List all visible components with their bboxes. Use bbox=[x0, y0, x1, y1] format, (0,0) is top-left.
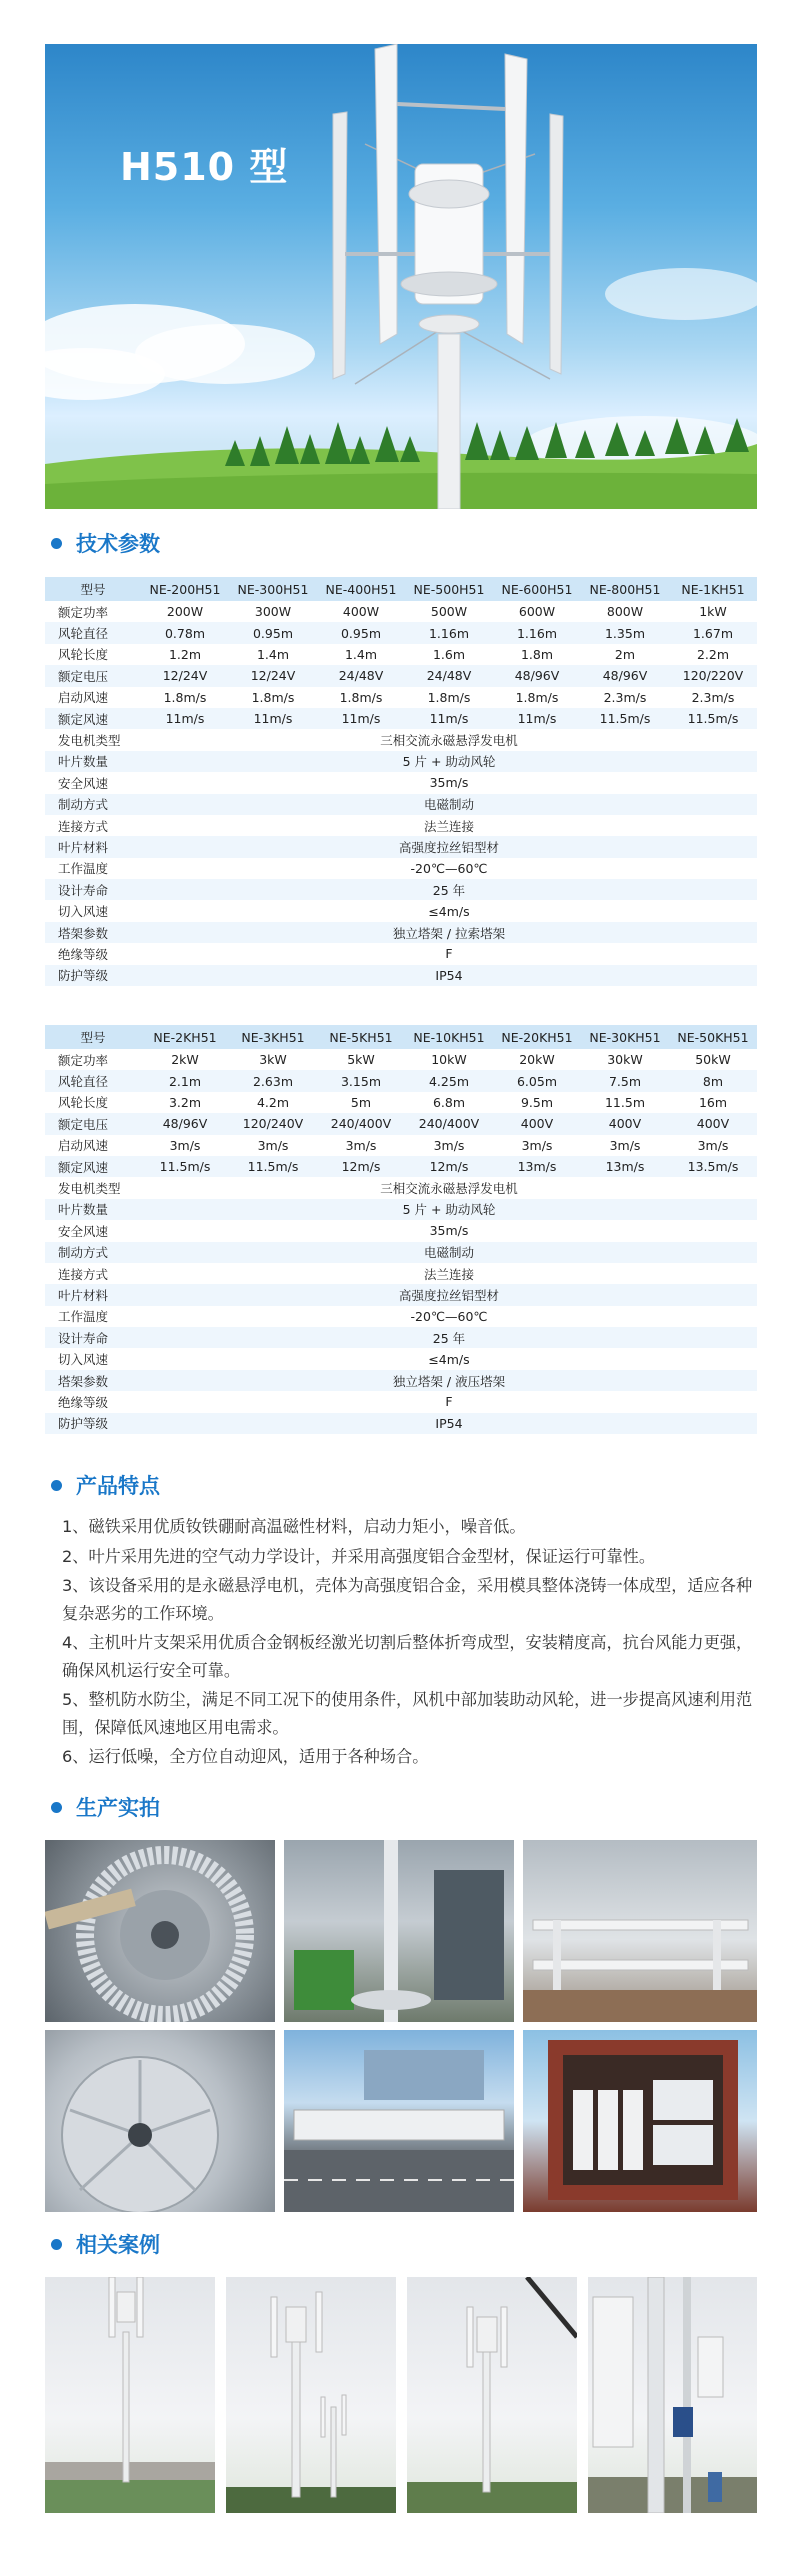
value-cell: 30kW bbox=[607, 1052, 643, 1068]
feature-item: 2、叶片采用先进的空气动力学设计，并采用高强度铝合金型材，保证运行可靠性。 bbox=[62, 1546, 656, 1566]
bullet-dot-icon bbox=[51, 1802, 62, 1813]
row-label: 塔架参数 bbox=[45, 1370, 141, 1391]
section-header-production bbox=[45, 1792, 160, 1822]
value-cell: 50kW bbox=[695, 1052, 731, 1068]
row-label: 叶片材料 bbox=[45, 1284, 141, 1305]
header-cell-model-name: NE-3KH51 bbox=[229, 1025, 317, 1049]
bullet-dot-icon bbox=[51, 538, 62, 549]
header-cell-model: 型号 bbox=[45, 577, 141, 601]
value-cell: 20kW bbox=[519, 1052, 555, 1068]
row-label: 启动风速 bbox=[58, 690, 109, 706]
table-row bbox=[45, 815, 757, 836]
section-header-features bbox=[45, 1470, 160, 1500]
row-label: 防护等级 bbox=[45, 965, 141, 986]
value-cell: 1.8m/s bbox=[515, 689, 559, 705]
section-title: 产品特点 bbox=[76, 1474, 160, 1498]
table-row bbox=[45, 687, 757, 708]
value-cell: 1.6m bbox=[432, 646, 466, 662]
feature-list bbox=[62, 1513, 762, 1773]
row-label: 安全风速 bbox=[58, 1223, 109, 1239]
production-photo-stator bbox=[45, 1840, 275, 2022]
production-photo-transport bbox=[284, 2030, 514, 2212]
value-cell: 400V bbox=[493, 1113, 581, 1134]
merged-value-cell: 法兰连接 bbox=[423, 818, 474, 834]
table-row bbox=[45, 1177, 757, 1198]
value-cell: 2.3m/s bbox=[603, 689, 647, 705]
table-row bbox=[45, 794, 757, 815]
value-cell: 3m/s bbox=[433, 1137, 465, 1153]
value-cell: 11m/s bbox=[493, 708, 581, 729]
value-cell: 4.2m bbox=[256, 1094, 290, 1110]
value-cell: 0.95m bbox=[317, 622, 405, 643]
value-cell: 11m/s bbox=[229, 708, 317, 729]
value-cell: 3m/s bbox=[345, 1137, 377, 1153]
row-label: 叶片材料 bbox=[45, 836, 141, 857]
value-cell: 48/96V bbox=[141, 1113, 229, 1134]
value-cell: 3m/s bbox=[257, 1137, 289, 1153]
table-row bbox=[45, 1113, 757, 1134]
value-cell: 1.8m bbox=[520, 646, 554, 662]
value-cell: 24/48V bbox=[317, 665, 405, 686]
bullet-dot-icon bbox=[51, 2239, 62, 2250]
row-label: 防护等级 bbox=[45, 1413, 141, 1434]
table-row bbox=[45, 1284, 757, 1305]
value-cell: 13m/s bbox=[493, 1156, 581, 1177]
merged-value-cell: ≤4m/s bbox=[428, 1351, 470, 1367]
value-cell: 11m/s bbox=[141, 708, 229, 729]
value-cell: 1.16m bbox=[405, 622, 493, 643]
case-turbine-illustration bbox=[45, 2277, 215, 2513]
value-cell: 11.5m bbox=[604, 1094, 645, 1110]
container-illustration bbox=[523, 2030, 757, 2212]
merged-value-cell: 35m/s bbox=[429, 775, 469, 791]
bullet-dot-icon bbox=[51, 1480, 62, 1491]
merged-value-cell: IP54 bbox=[141, 1413, 757, 1434]
value-cell: 5kW bbox=[347, 1052, 375, 1068]
table-row bbox=[45, 943, 757, 964]
table-row bbox=[45, 622, 757, 643]
value-cell: 400V bbox=[581, 1113, 669, 1134]
wind-turbine-illustration bbox=[45, 44, 757, 509]
value-cell: 12m/s bbox=[405, 1156, 493, 1177]
merged-value-cell: 高强度拉丝铝型材 bbox=[141, 1284, 757, 1305]
row-label: 安全风速 bbox=[58, 775, 109, 791]
header-cell-model-name: NE-1KH51 bbox=[669, 577, 757, 601]
value-cell: 24/48V bbox=[405, 665, 493, 686]
section-header-tech bbox=[45, 528, 160, 558]
row-label: 设计寿命 bbox=[45, 879, 141, 900]
table-row bbox=[45, 1199, 757, 1220]
row-label: 额定风速 bbox=[45, 1156, 141, 1177]
case-turbine-illustration bbox=[226, 2277, 396, 2513]
row-label: 切入风速 bbox=[58, 1352, 109, 1368]
table-row bbox=[45, 1070, 757, 1091]
merged-value-cell: -20℃—60℃ bbox=[410, 1308, 488, 1324]
value-cell: 1.16m bbox=[493, 622, 581, 643]
value-cell: 12m/s bbox=[317, 1156, 405, 1177]
value-cell: 11.5m/s bbox=[581, 708, 669, 729]
production-photo-workshop bbox=[284, 1840, 514, 2022]
header-cell-model-name: NE-30KH51 bbox=[581, 1025, 669, 1049]
header-cell-model-name: NE-5KH51 bbox=[317, 1025, 405, 1049]
row-label: 额定电压 bbox=[45, 1113, 141, 1134]
value-cell: 16m bbox=[698, 1094, 728, 1110]
case-turbine-illustration bbox=[407, 2277, 577, 2513]
value-cell: 1.8m/s bbox=[339, 689, 383, 705]
header-cell-model: 型号 bbox=[45, 1025, 141, 1049]
value-cell: 120/220V bbox=[669, 665, 757, 686]
row-label: 叶片数量 bbox=[45, 751, 141, 772]
header-cell-model-name: NE-20KH51 bbox=[493, 1025, 581, 1049]
merged-value-cell: 5 片 + 助动风轮 bbox=[141, 751, 757, 772]
merged-value-cell: 法兰连接 bbox=[423, 1266, 474, 1282]
value-cell: 120/240V bbox=[229, 1113, 317, 1134]
value-cell: 6.05m bbox=[493, 1070, 581, 1091]
value-cell: 2m bbox=[614, 646, 636, 662]
value-cell: 3m/s bbox=[609, 1137, 641, 1153]
feature-item: 4、主机叶片支架采用优质合金钢板经激光切割后整体折弯成型，安装精度高，抗台风能力更强，确保风机运行安全可靠。 bbox=[62, 1633, 753, 1680]
table-row bbox=[45, 665, 757, 686]
merged-value-cell: F bbox=[445, 1394, 453, 1410]
table-row bbox=[45, 708, 757, 729]
production-photo-rotor bbox=[45, 2030, 275, 2212]
value-cell: 11.5m/s bbox=[141, 1156, 229, 1177]
header-cell-model-name: NE-400H51 bbox=[317, 577, 405, 601]
value-cell: 300W bbox=[254, 604, 292, 620]
merged-value-cell: F bbox=[445, 946, 453, 962]
row-label: 风轮直径 bbox=[45, 1070, 141, 1091]
value-cell: 3m/s bbox=[521, 1137, 553, 1153]
feature-item: 6、运行低噪，全方位自动迎风，适用于各种场合。 bbox=[62, 1747, 429, 1766]
header-cell-model-name: NE-600H51 bbox=[493, 577, 581, 601]
case-photo-2 bbox=[226, 2277, 396, 2513]
table-row bbox=[45, 729, 757, 750]
table-row bbox=[45, 1263, 757, 1284]
table-row bbox=[45, 1092, 757, 1113]
table-row bbox=[45, 751, 757, 772]
row-label: 风轮长度 bbox=[58, 647, 109, 663]
value-cell: 1.4m bbox=[344, 646, 378, 662]
value-cell: 10kW bbox=[431, 1052, 467, 1068]
value-cell: 3m/s bbox=[169, 1137, 201, 1153]
value-cell: 800W bbox=[606, 604, 644, 620]
merged-value-cell: 5 片 + 助动风轮 bbox=[141, 1199, 757, 1220]
header-cell-model-name: NE-2KH51 bbox=[141, 1025, 229, 1049]
row-label: 制动方式 bbox=[45, 794, 141, 815]
header-cell-model-name: NE-10KH51 bbox=[405, 1025, 493, 1049]
merged-value-cell: 高强度拉丝铝型材 bbox=[141, 836, 757, 857]
row-label: 启动风速 bbox=[58, 1138, 109, 1154]
table-row bbox=[45, 1306, 757, 1327]
value-cell: 13.5m/s bbox=[669, 1156, 757, 1177]
row-label: 绝缘等级 bbox=[58, 1394, 109, 1410]
case-photo-4 bbox=[588, 2277, 757, 2513]
value-cell: 4.25m bbox=[405, 1070, 493, 1091]
value-cell: 1.8m/s bbox=[251, 689, 295, 705]
case-turbine-illustration bbox=[588, 2277, 757, 2513]
table-row bbox=[45, 1242, 757, 1263]
value-cell: 1.67m bbox=[669, 622, 757, 643]
case-photo-3 bbox=[407, 2277, 577, 2513]
table-row bbox=[45, 1348, 757, 1369]
row-label: 叶片数量 bbox=[45, 1199, 141, 1220]
value-cell: 2.3m/s bbox=[691, 689, 735, 705]
value-cell: 5m bbox=[350, 1094, 372, 1110]
hero-title: H510 型 bbox=[120, 145, 289, 189]
value-cell: 600W bbox=[518, 604, 556, 620]
row-label: 发电机类型 bbox=[58, 1181, 121, 1197]
value-cell: 500W bbox=[430, 604, 468, 620]
row-label: 额定电压 bbox=[45, 665, 141, 686]
value-cell: 8m bbox=[669, 1070, 757, 1091]
value-cell: 240/400V bbox=[317, 1113, 405, 1134]
row-label: 风轮长度 bbox=[58, 1095, 109, 1111]
row-label: 制动方式 bbox=[45, 1242, 141, 1263]
row-label: 额定功率 bbox=[58, 604, 109, 620]
table-row bbox=[45, 858, 757, 879]
value-cell: 1.8m/s bbox=[427, 689, 471, 705]
value-cell: 0.95m bbox=[229, 622, 317, 643]
header-cell-model-name: NE-50KH51 bbox=[669, 1025, 757, 1049]
feature-item: 5、整机防水防尘，满足不同工况下的使用条件，风机中部加装助动风轮，进一步提高风速利用范围，保障低风速地区用电需求。 bbox=[62, 1690, 753, 1737]
merged-value-cell: 三相交流永磁悬浮发电机 bbox=[380, 1181, 518, 1197]
header-cell-model-name: NE-800H51 bbox=[581, 577, 669, 601]
production-photo-container bbox=[523, 2030, 757, 2212]
row-label: 风轮直径 bbox=[45, 622, 141, 643]
value-cell: 3kW bbox=[259, 1052, 287, 1068]
table-row bbox=[45, 1370, 757, 1391]
value-cell: 400V bbox=[669, 1113, 757, 1134]
value-cell: 11m/s bbox=[317, 708, 405, 729]
value-cell: 48/96V bbox=[581, 665, 669, 686]
value-cell: 11m/s bbox=[405, 708, 493, 729]
row-label: 连接方式 bbox=[58, 1266, 109, 1282]
feature-item: 3、该设备采用的是永磁悬浮电机，壳体为高强度铝合金，采用模具整体浇铸一体成型，适应各种复杂恶劣的工作环境。 bbox=[62, 1576, 753, 1623]
merged-value-cell: IP54 bbox=[141, 965, 757, 986]
rotor-illustration bbox=[45, 2030, 275, 2212]
merged-value-cell: 35m/s bbox=[429, 1223, 469, 1239]
section-header-cases bbox=[45, 2229, 160, 2259]
table-row bbox=[45, 1413, 757, 1434]
header-cell-model-name: NE-300H51 bbox=[229, 577, 317, 601]
header-cell-model-name: NE-500H51 bbox=[405, 577, 493, 601]
merged-value-cell: 25 年 bbox=[141, 879, 757, 900]
blade-line-illustration bbox=[523, 1840, 757, 2022]
value-cell: 12/24V bbox=[229, 665, 317, 686]
value-cell: 2kW bbox=[171, 1052, 199, 1068]
value-cell: 7.5m bbox=[581, 1070, 669, 1091]
value-cell: 3m/s bbox=[697, 1137, 729, 1153]
table-row bbox=[45, 879, 757, 900]
spec-table-small bbox=[45, 577, 757, 986]
hero-banner bbox=[45, 44, 757, 509]
stator-illustration bbox=[45, 1840, 275, 2022]
merged-value-cell: -20℃—60℃ bbox=[410, 860, 488, 876]
value-cell: 12/24V bbox=[141, 665, 229, 686]
section-title: 技术参数 bbox=[76, 532, 160, 556]
table-row bbox=[45, 601, 757, 622]
table-row bbox=[45, 1391, 757, 1412]
value-cell: 400W bbox=[342, 604, 380, 620]
value-cell: 11.5m/s bbox=[229, 1156, 317, 1177]
production-photo-blade-line bbox=[523, 1840, 757, 2022]
row-label: 切入风速 bbox=[58, 904, 109, 920]
merged-value-cell: 三相交流永磁悬浮发电机 bbox=[380, 733, 518, 749]
value-cell: 2.1m bbox=[141, 1070, 229, 1091]
value-cell: 0.78m bbox=[141, 622, 229, 643]
table-row bbox=[45, 922, 757, 943]
value-cell: 2.63m bbox=[229, 1070, 317, 1091]
row-label: 塔架参数 bbox=[45, 922, 141, 943]
merged-value-cell: 电磁制动 bbox=[141, 1242, 757, 1263]
row-label: 额定功率 bbox=[58, 1052, 109, 1068]
value-cell: 1kW bbox=[699, 604, 727, 620]
table-row bbox=[45, 1135, 757, 1156]
table-row bbox=[45, 1220, 757, 1241]
row-label: 额定风速 bbox=[45, 708, 141, 729]
merged-value-cell: ≤4m/s bbox=[428, 903, 470, 919]
workshop-illustration bbox=[284, 1840, 514, 2022]
value-cell: 11.5m/s bbox=[669, 708, 757, 729]
value-cell: 200W bbox=[166, 604, 204, 620]
section-title: 相关案例 bbox=[76, 2233, 160, 2257]
table-row bbox=[45, 772, 757, 793]
value-cell: 1.8m/s bbox=[163, 689, 207, 705]
table-row bbox=[45, 900, 757, 921]
section-title: 生产实拍 bbox=[76, 1796, 160, 1820]
merged-value-cell: 电磁制动 bbox=[141, 794, 757, 815]
feature-item: 1、磁铁采用优质钕铁硼耐高温磁性材料，启动力矩小，噪音低。 bbox=[62, 1517, 526, 1536]
spec-table-large bbox=[45, 1025, 757, 1434]
merged-value-cell: 独立塔架 / 液压塔架 bbox=[141, 1370, 757, 1391]
value-cell: 1.4m bbox=[256, 646, 290, 662]
row-label: 连接方式 bbox=[58, 818, 109, 834]
table-row bbox=[45, 644, 757, 665]
case-photo-1 bbox=[45, 2277, 215, 2513]
merged-value-cell: 25 年 bbox=[141, 1327, 757, 1348]
row-label: 绝缘等级 bbox=[58, 946, 109, 962]
row-label: 工作温度 bbox=[58, 1309, 109, 1325]
value-cell: 13m/s bbox=[581, 1156, 669, 1177]
merged-value-cell: 独立塔架 / 拉索塔架 bbox=[141, 922, 757, 943]
table-row bbox=[45, 1327, 757, 1348]
value-cell: 1.2m bbox=[168, 646, 202, 662]
table-row bbox=[45, 836, 757, 857]
value-cell: 2.2m bbox=[696, 646, 730, 662]
table-row bbox=[45, 1049, 757, 1070]
table-row bbox=[45, 1156, 757, 1177]
transport-illustration bbox=[284, 2030, 514, 2212]
value-cell: 48/96V bbox=[493, 665, 581, 686]
row-label: 设计寿命 bbox=[45, 1327, 141, 1348]
value-cell: 3.2m bbox=[168, 1094, 202, 1110]
value-cell: 6.8m bbox=[432, 1094, 466, 1110]
row-label: 发电机类型 bbox=[58, 733, 121, 749]
table-row bbox=[45, 965, 757, 986]
value-cell: 9.5m bbox=[520, 1094, 554, 1110]
header-cell-model-name: NE-200H51 bbox=[141, 577, 229, 601]
value-cell: 240/400V bbox=[405, 1113, 493, 1134]
value-cell: 3.15m bbox=[317, 1070, 405, 1091]
row-label: 工作温度 bbox=[58, 861, 109, 877]
value-cell: 1.35m bbox=[581, 622, 669, 643]
